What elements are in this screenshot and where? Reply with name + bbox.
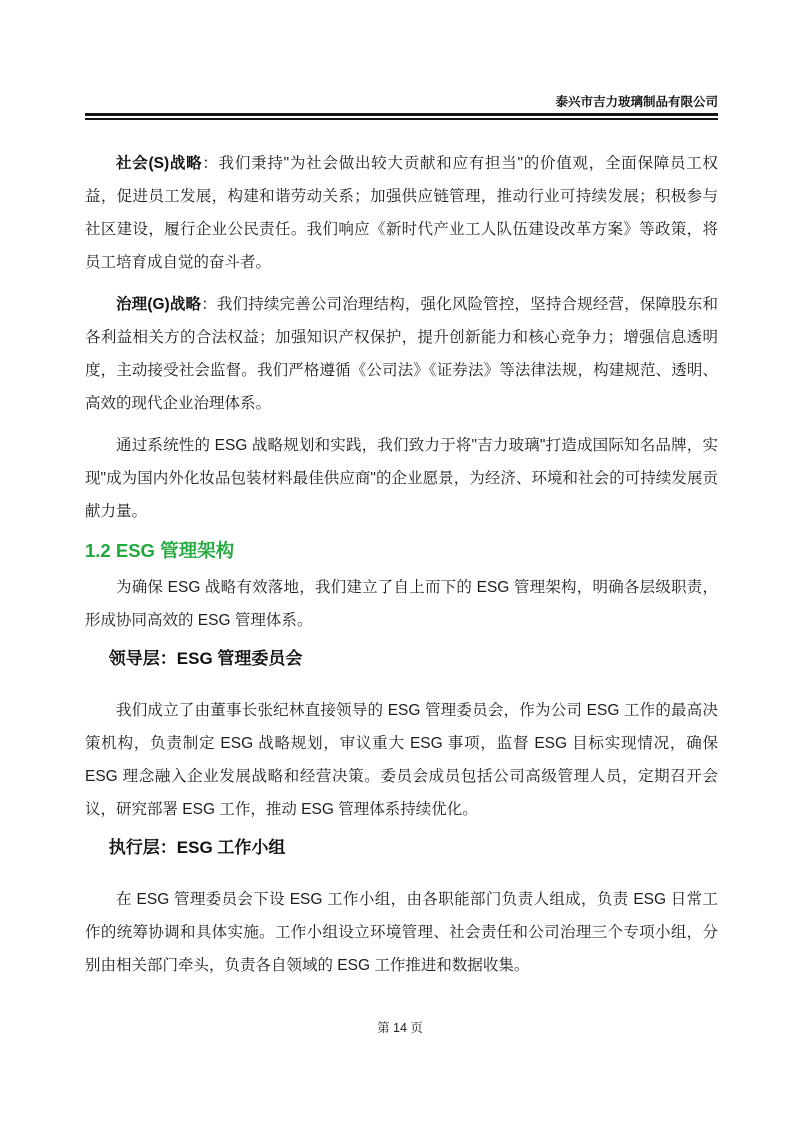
- governance-strategy-text: ：我们持续完善公司治理结构，强化风险管控，坚持合规经营，保障股东和各利益相关方的合法权益；加强知识产权保护，提升创新能力和核心竞争力；增强信息透明度，主动接受社会监督。我们严格遵循《公司法》《证券法》等法律法规，构建规范、透明、高效的现代企业治理体系。: [85, 296, 718, 412]
- social-strategy-lead: 社会(S)战略: [116, 155, 203, 172]
- document-body: [85, 147, 718, 991]
- paragraph-leadership-committee: [85, 694, 718, 826]
- esg-summary-text: 通过系统性的 ESG 战略规划和实践，我们致力于将"吉力玻璃"打造成国际知名品牌，实现"成为国内外化妆品包装材料最佳供应商"的企业愿景，为经济、环境和社会的可持续发展贡献力量。: [85, 437, 718, 520]
- paragraph-working-group: [85, 883, 718, 982]
- header-rule-thick: [85, 113, 718, 116]
- document-footer: [0, 1018, 800, 1036]
- paragraph-governance-strategy: [85, 288, 718, 420]
- paragraph-architecture-intro: [85, 571, 718, 637]
- social-strategy-text: ：我们秉持"为社会做出较大贡献和应有担当"的价值观，全面保障员工权益，促进员工发展，构建和谐劳动关系；加强供应链管理，推动行业可持续发展；积极参与社区建设，履行企业公民责任。我们响应《新时代产业工人队伍建设改革方案》等政策，将员工培育成自觉的奋斗者。: [85, 155, 718, 271]
- company-name: 泰兴市吉力玻璃制品有限公司: [555, 95, 718, 109]
- section-heading-esg-architecture: 1.2 ESG 管理架构: [85, 540, 235, 561]
- subheading-leadership-committee: 领导层：ESG 管理委员会: [108, 649, 303, 668]
- leadership-committee-text: 我们成立了由董事长张纪林直接领导的 ESG 管理委员会，作为公司 ESG 工作的最高决策机构，负责制定 ESG 战略规划，审议重大 ESG 事项，监督 ESG 目标实现情况，确保 ESG 理念融入企业发展战略和经营决策。委员会成员包括公司高级管理人员，定期召开会议，研究部署 ESG 工作，推动 ESG 管理体系持续优化。: [85, 702, 718, 818]
- subheading-working-group: 执行层：ESG 工作小组: [108, 838, 286, 857]
- page-number: 第 14 页: [377, 1021, 423, 1035]
- governance-strategy-lead: 治理(G)战略: [116, 296, 202, 313]
- header-rule-thin: [85, 118, 718, 120]
- paragraph-esg-summary: [85, 429, 718, 528]
- working-group-text: 在 ESG 管理委员会下设 ESG 工作小组，由各职能部门负责人组成，负责 ESG 日常工作的统筹协调和具体实施。工作小组设立环境管理、社会责任和公司治理三个专项小组，分别由相关部门牵头，负责各自领域的 ESG 工作推进和数据收集。: [85, 891, 718, 974]
- paragraph-social-strategy: [85, 147, 718, 279]
- architecture-intro-text: 为确保 ESG 战略有效落地，我们建立了自上而下的 ESG 管理架构，明确各层级职责，形成协同高效的 ESG 管理体系。: [85, 579, 718, 629]
- document-header: [85, 95, 718, 120]
